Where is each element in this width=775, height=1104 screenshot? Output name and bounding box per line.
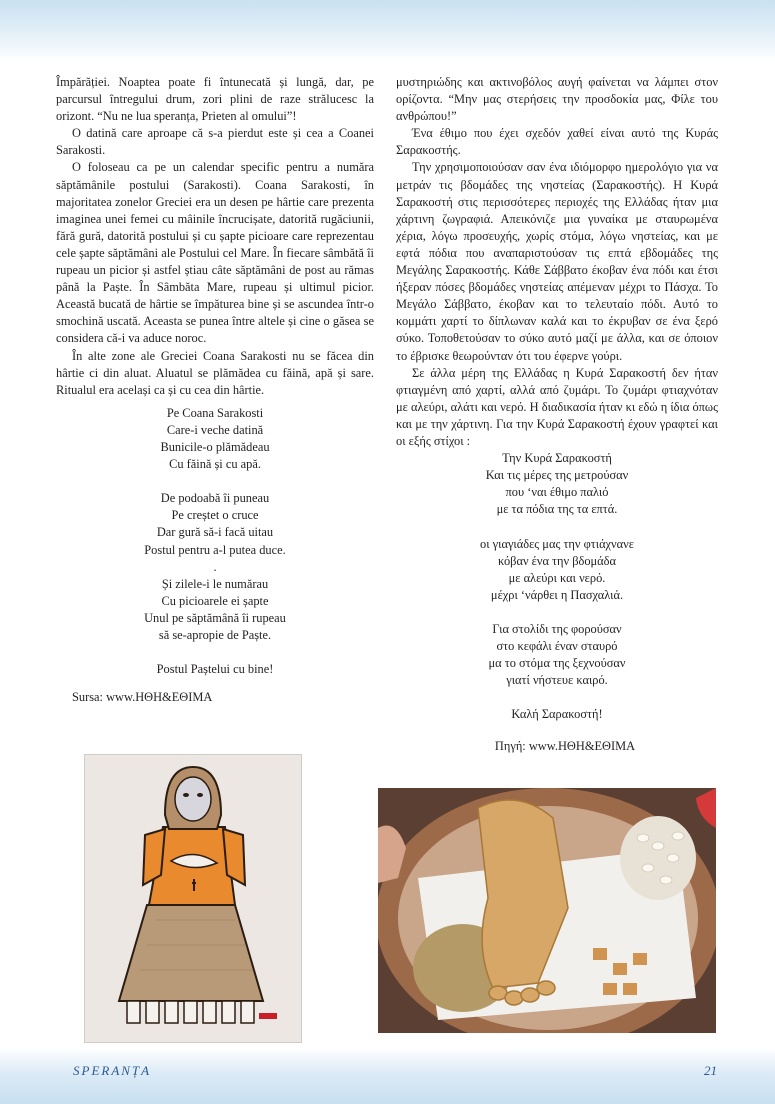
greek-poem-line: με αλεύρι και νερό. bbox=[508, 570, 606, 585]
romanian-poem-line: Postul pentru a-l putea duce. bbox=[144, 542, 286, 557]
romanian-poem-line: . bbox=[213, 559, 217, 574]
header-band bbox=[0, 0, 775, 62]
greek-poem-line: Για στολίδι της φορούσαν bbox=[492, 622, 622, 636]
kyra-sarakosti-drawing-image bbox=[84, 754, 302, 1043]
romanian-poem-line: Bunicile-o plămădeau bbox=[160, 439, 270, 454]
greek-poem-line: Και τις μέρες της μετρούσαν bbox=[485, 468, 629, 483]
romanian-poem-line: Și zilele-i le numărau bbox=[161, 576, 269, 591]
greek-poem-line: με τα πόδια της τα επτά. bbox=[496, 502, 618, 517]
right-paragraph-2: Ένα έθιμο που έχει σχεδόν χαθεί είναι αυτό της Κυράς Σαρακοστής. bbox=[396, 126, 718, 158]
romanian-poem bbox=[56, 405, 374, 679]
greek-poem-line: Καλή Σαρακοστή! bbox=[511, 707, 603, 722]
romanian-poem-line: De podoabă îi puneau bbox=[160, 491, 270, 506]
greek-poem-line: γιατί νήστευε καιρό. bbox=[506, 673, 608, 688]
romanian-poem-line: Unul pe săptămână îi rupeau bbox=[144, 610, 286, 625]
left-paragraph-4: În alte zone ale Greciei Coana Sarakosti nu se făcea din hârtie ci din aluat. Aluatul se plămădea cu făină, apă și sare. Ritualul era același ca și cu cea din hârtie. bbox=[56, 348, 374, 397]
left-source: Sursa: www.ΗΘΗ&ΕΘΙΜΑ bbox=[72, 690, 213, 705]
left-paragraph-1: Împărăției. Noaptea poate fi întunecată și lungă, dar, pe parcursul întregului drum, zori plini de raze strălucesc la orizont. “Nu ne lua speranța, Prieten al omului”! bbox=[56, 75, 374, 124]
romanian-poem-line: Pe Coana Sarakosti bbox=[166, 405, 264, 420]
romanian-poem-line: Cu picioarele ei șapte bbox=[161, 593, 269, 608]
left-column bbox=[56, 74, 374, 706]
right-paragraph-3: Την χρησιμοποιούσαν σαν ένα ιδιόμορφο ημερολόγιο για να μετράν τις βδομάδες της νηστείας (Σαρακοστής). Η Κυρά Σαρακοστή στις περισσότερες περιοχές της Ελλάδας ήταν μια χάρτινη ζωγραφιά. Απεικόνιζε μια γυναίκα με σταυρωμένα χέρια, λόγω προσευχής, χωρίς στόμα, λόγω νηστείας, και με εφτά πόδια που αναπαριστούσαν τις επτά εβδομάδες της Μεγάλης Σαρακοστής. Κάθε Σάββατο έκοβαν ένα πόδι και έτσι ήξεραν πόσες βδομάδες νηστείας απέμεναν μέχρι το Πάσχα. Το Μεγάλο Σάββατο, έκοβαν και το τελευταίο πόδι. Αυτό το κομμάτι χαρτί το δίπλωναν καλά και το έκρυβαν σε ένα ξερό σύκο. Τοποθετούσαν το σύκο αυτό μαζί με άλλα, και σε όποιον το έβρισκε θεωρούνταν ότι του έφερνε γούρι. bbox=[396, 160, 718, 363]
dough-kyra-sarakosti-photo bbox=[378, 788, 716, 1033]
romanian-poem-line: Postul Paștelui cu bine! bbox=[156, 662, 274, 677]
romanian-poem-line: Cu făină și cu apă. bbox=[169, 457, 261, 472]
greek-poem-stanza-gap bbox=[396, 604, 718, 621]
right-column bbox=[396, 74, 718, 755]
greek-poem-stanza-gap bbox=[396, 518, 718, 535]
romanian-poem-stanza-gap bbox=[56, 473, 374, 490]
greek-poem-line: οι γιαγιάδες μας την φτιάχνανε bbox=[480, 536, 634, 551]
greek-poem-line: μα το στόμα της ξεχνούσαν bbox=[488, 656, 626, 671]
greek-poem bbox=[396, 450, 718, 724]
right-paragraph-4: Σε άλλα μέρη της Ελλάδας η Κυρά Σαρακοστή δεν ήταν φτιαγμένη από χαρτί, αλλά από ζυμάρι. Το ζυμάρι φτιαχνόταν με αλεύρι, αλάτι και νερό. Η διαδικασία ήταν κι εδώ η ίδια όπως και με την χάρτινη. Για την Κυρά Σαρακοστή έχουν γραφτεί και οι εξής στίχοι : bbox=[396, 365, 718, 448]
right-source: Πηγή: www.ΗΘΗ&ΕΘΙΜΑ bbox=[494, 738, 636, 753]
page-number: 21 bbox=[704, 1063, 717, 1078]
greek-poem-line: κόβαν ένα την βδομάδα bbox=[497, 553, 617, 568]
greek-poem-stanza-gap bbox=[396, 689, 718, 706]
romanian-poem-line: Care-i veche datină bbox=[166, 422, 264, 437]
romanian-poem-line: Dar gură să-i facă uitau bbox=[156, 525, 274, 540]
greek-poem-line: Την Κυρά Σαρακοστή bbox=[502, 451, 612, 466]
left-paragraph-3: O foloseau ca pe un calendar specific pentru a număra săptămânile postului (Sarakosti). Coana Sarakosti, în majoritatea zonelor Greciei era un desen pe hârtie care prezenta imaginea unei femei cu mâinile încrucișate, datorită rugăciunii, fără gură, datorită postului și cu șapte picioare care reprezentau cele șapte săptămâni ale Postului cel Mare. În fiecare sâmbătă îi rupeau un picior și astfel știau câte săptămâni de post au rămas până la Paște. În Sâmbăta Mare, rupeau și ultimul picior. Această bucată de hârtie se împăturea bine și se ascundea într-o smochină uscată. Aceasta se punea între altele și cine o găsea se considera că-i va aduce noroc. bbox=[56, 160, 374, 346]
left-paragraph-2: O datină care aproape că s-a pierdut este și cea a Coanei Sarakosti. bbox=[56, 126, 374, 158]
greek-poem-line: μέχρι ‘νάρθει η Πασχαλιά. bbox=[490, 587, 624, 602]
romanian-poem-line: să se-apropie de Paște. bbox=[158, 628, 272, 642]
magazine-title: SPERANȚA bbox=[73, 1063, 152, 1078]
greek-poem-line: στο κεφάλι έναν σταυρό bbox=[496, 639, 618, 654]
romanian-poem-stanza-gap bbox=[56, 644, 374, 661]
romanian-poem-line: Pe creștet o cruce bbox=[171, 508, 259, 523]
greek-poem-line: που ‘ναι έθιμο παλιό bbox=[505, 485, 609, 500]
right-paragraph-1: μυστηριώδης και ακτινοβόλος αυγή φαίνεται να λάμπει στον ορίζοντα. “Μην μας στερήσεις την προσδοκία μας, Φίλε του ανθρώπου!” bbox=[396, 75, 718, 124]
